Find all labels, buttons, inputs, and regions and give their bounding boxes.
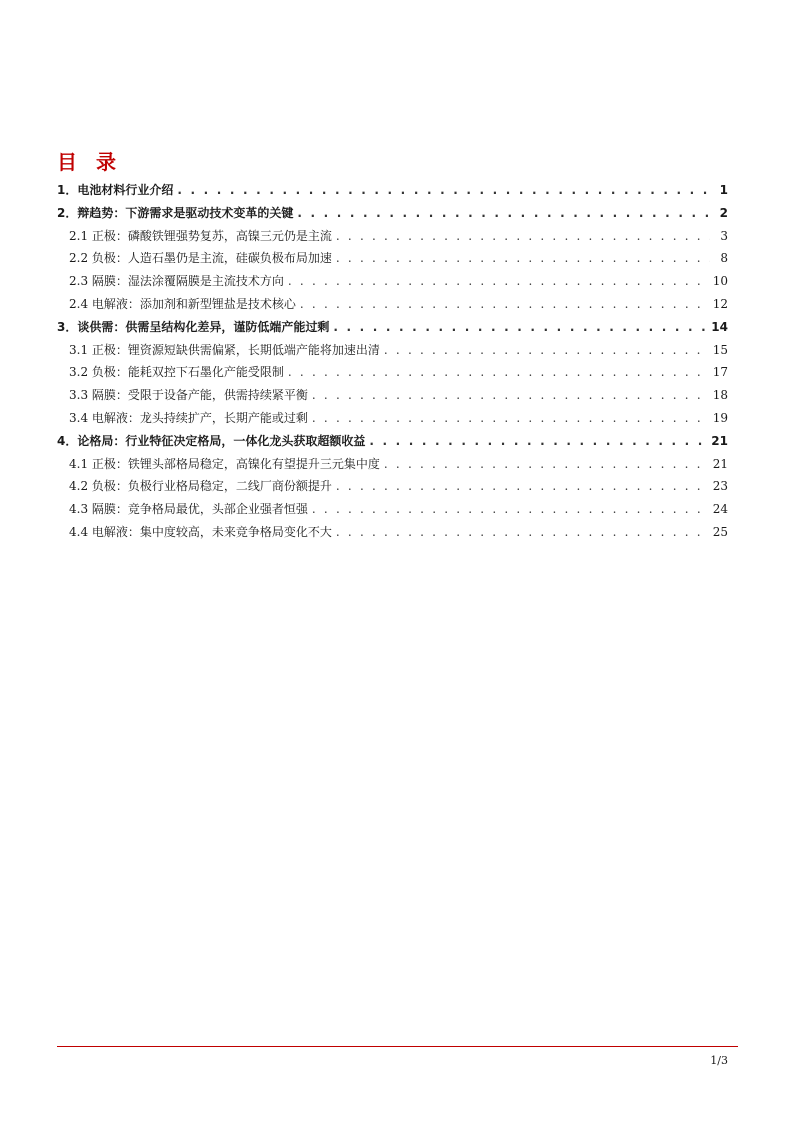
- toc-entry-3-2[interactable]: [57, 361, 728, 384]
- toc-leader-dots: [336, 225, 710, 248]
- toc-leader-dots: [300, 293, 709, 316]
- toc-leader-dots: [369, 430, 707, 453]
- toc-page-number: 2: [719, 205, 728, 220]
- toc-leader-dots: [336, 247, 710, 270]
- toc-leader-dots: [384, 339, 709, 362]
- toc-entry-3-3[interactable]: [57, 384, 728, 407]
- toc-entry-text: 4.1 正极：铁锂头部格局稳定，高镍化有望提升三元集中度: [69, 456, 380, 471]
- toc-entry-text: 2.4 电解液：添加剂和新型锂盐是技术核心: [69, 296, 296, 311]
- toc-entry-4-4[interactable]: [57, 521, 728, 544]
- toc-entry-3-4[interactable]: [57, 407, 728, 430]
- toc-leader-dots: [312, 407, 709, 430]
- toc-page-number: 23: [712, 479, 728, 494]
- footer-divider: [57, 1046, 738, 1047]
- toc-entry-text: 4.2 负极：负极行业格局稳定，二线厂商份额提升: [69, 479, 332, 494]
- toc-page-number: 10: [712, 274, 728, 289]
- toc-entry-4-3[interactable]: [57, 498, 728, 521]
- toc-title: 目 录: [57, 150, 122, 174]
- page-number: 1/3: [710, 1054, 728, 1067]
- toc-entry-text: 4.4 电解液：集中度较高，未来竞争格局变化不大: [69, 524, 332, 539]
- toc-entry-text: 3．谈供需：供需呈结构化差异，谨防低端产能过剩: [57, 319, 330, 334]
- toc-page-number: 21: [712, 456, 728, 471]
- toc-entry-text: 2.1 正极：磷酸铁锂强势复苏，高镍三元仍是主流: [69, 228, 332, 243]
- toc-entry-text: 3.2 负极：能耗双控下石墨化产能受限制: [69, 365, 284, 380]
- toc-leader-dots: [333, 316, 707, 339]
- toc-leader-dots: [288, 361, 709, 384]
- toc-entry-2-4[interactable]: [57, 293, 728, 316]
- toc-page-number: 24: [712, 502, 728, 517]
- toc-entry-text: 1．电池材料行业介绍: [57, 183, 174, 197]
- toc-page-number: 8: [720, 251, 728, 266]
- toc-page-number: 17: [712, 365, 728, 380]
- toc-entry-4[interactable]: [57, 430, 728, 453]
- toc-entry-text: 2．辩趋势：下游需求是驱动技术变革的关键: [57, 205, 294, 220]
- toc-entry-text: 3.1 正极：锂资源短缺供需偏紧，长期低端产能将加速出清: [69, 342, 380, 357]
- toc-entry-3[interactable]: [57, 316, 728, 339]
- toc-leader-dots: [177, 179, 710, 202]
- toc-page-number: 14: [711, 319, 728, 334]
- toc-entry-3-1[interactable]: [57, 339, 728, 362]
- toc-entry-2[interactable]: [57, 202, 728, 225]
- toc-leader-dots: [312, 384, 709, 407]
- toc-page-number: 12: [712, 296, 728, 311]
- toc-page-number: 18: [712, 388, 728, 403]
- toc-page-number: 21: [711, 433, 728, 448]
- toc-page-number: 15: [712, 342, 728, 357]
- toc-leader-dots: [384, 453, 709, 476]
- table-of-contents: [57, 179, 728, 544]
- toc-entry-2-3[interactable]: [57, 270, 728, 293]
- toc-leader-dots: [336, 521, 709, 544]
- toc-entry-text: 2.2 负极：人造石墨仍是主流，硅碳负极布局加速: [69, 251, 332, 266]
- toc-entry-4-1[interactable]: [57, 453, 728, 476]
- toc-entry-1[interactable]: [57, 179, 728, 202]
- toc-entry-text: 3.3 隔膜：受限于设备产能，供需持续紧平衡: [69, 388, 308, 403]
- toc-entry-2-2[interactable]: [57, 247, 728, 270]
- toc-entry-4-2[interactable]: [57, 475, 728, 498]
- toc-page-number: 3: [720, 228, 728, 243]
- toc-page-number: 19: [712, 410, 728, 425]
- toc-entry-text: 2.3 隔膜：湿法涂覆隔膜是主流技术方向: [69, 274, 284, 289]
- toc-entry-text: 3.4 电解液：龙头持续扩产，长期产能或过剩: [69, 410, 308, 425]
- toc-page-number: 1: [719, 183, 728, 197]
- toc-leader-dots: [288, 270, 709, 293]
- toc-entry-text: 4．论格局：行业特征决定格局，一体化龙头获取超额收益: [57, 433, 366, 448]
- toc-leader-dots: [336, 475, 709, 498]
- toc-leader-dots: [312, 498, 709, 521]
- toc-page-number: 25: [712, 524, 728, 539]
- toc-leader-dots: [297, 202, 710, 225]
- toc-entry-text: 4.3 隔膜：竞争格局最优，头部企业强者恒强: [69, 502, 308, 517]
- toc-entry-2-1[interactable]: [57, 225, 728, 248]
